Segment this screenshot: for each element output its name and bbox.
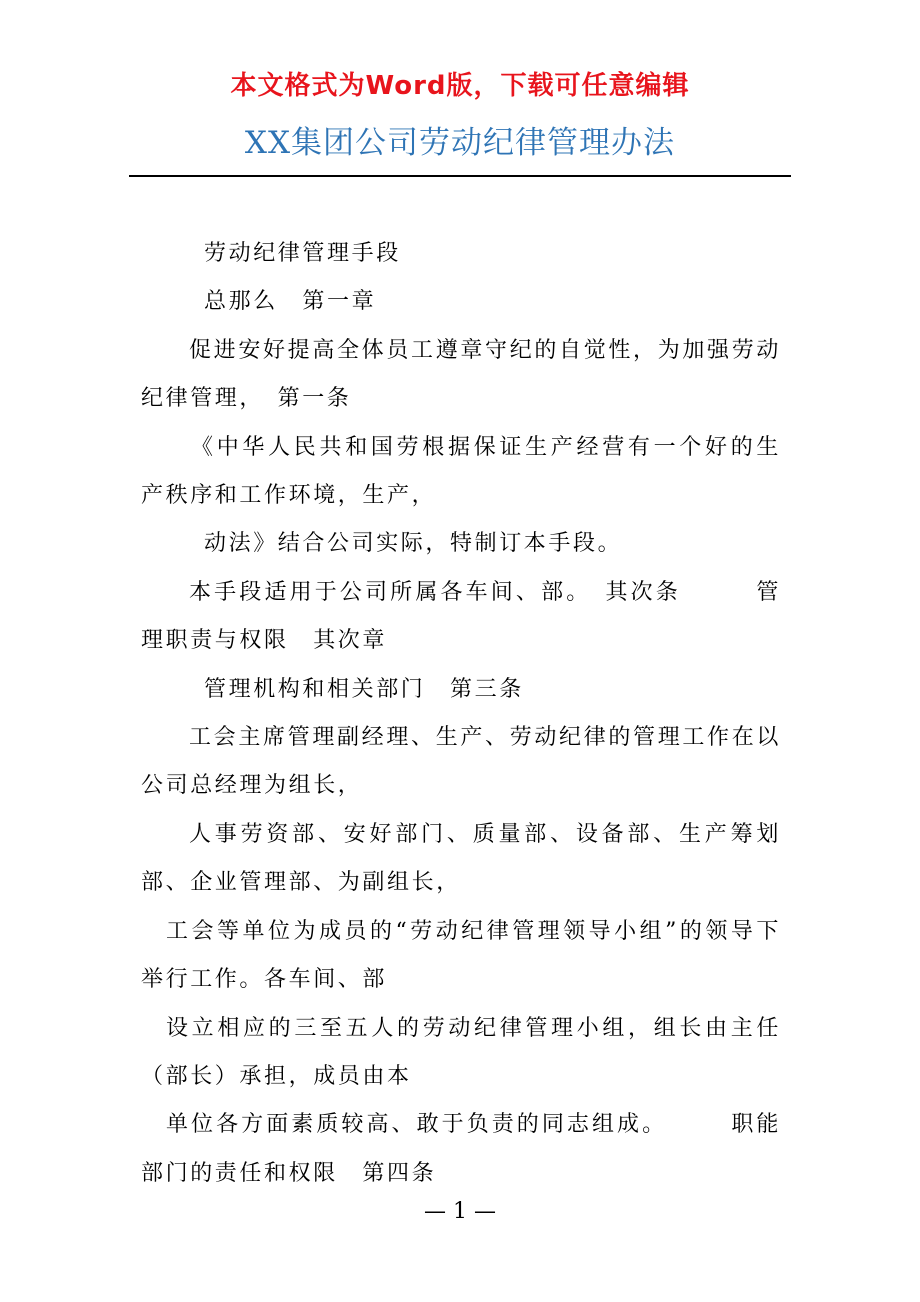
paragraph: 劳动纪律管理手段 (204, 241, 401, 266)
paragraph: 《中华人民共和国劳根据保证生产经营有一个好的生产秩序和工作环境，生产， (141, 434, 781, 509)
paragraph: 人事劳资部、安好部门、质量部、设备部、生产筹划部、企业管理部、为副组长， (141, 821, 781, 896)
paragraph: 促进安好提高全体员工遵章守纪的自觉性，为加强劳动纪律管理， 第一条 (141, 337, 781, 412)
paragraph: 本手段适用于公司所属各车间、部。 其次条 管理职责与权限 其次章 (141, 579, 781, 654)
format-notice: 本文格式为Word版，下载可任意编辑 (230, 71, 690, 101)
document-body (141, 230, 781, 1198)
title-divider (129, 175, 791, 177)
paragraph: 总那么 第一章 (204, 289, 377, 315)
page-number: — 1 — (424, 1199, 496, 1224)
paragraph: 工会等单位为成员的“劳动纪律管理领导小组”的领导下举行工作。各车间、部 (141, 918, 781, 993)
paragraph: 管理机构和相关部门 第三条 (204, 676, 524, 702)
paragraph: 动法》结合公司实际，特制订本手段。 (204, 531, 623, 557)
paragraph: 单位各方面素质较高、敢于负责的同志组成。 职能部门的责任和权限 第四条 (141, 1112, 781, 1186)
paragraph: 设立相应的三至五人的劳动纪律管理小组，组长由主任（部长）承担，成员由本 (141, 1015, 781, 1089)
paragraph: 工会主席管理副经理、生产、劳动纪律的管理工作在以公司总经理为组长， (141, 725, 781, 799)
document-title: XX集团公司劳动纪律管理办法 (244, 125, 676, 161)
